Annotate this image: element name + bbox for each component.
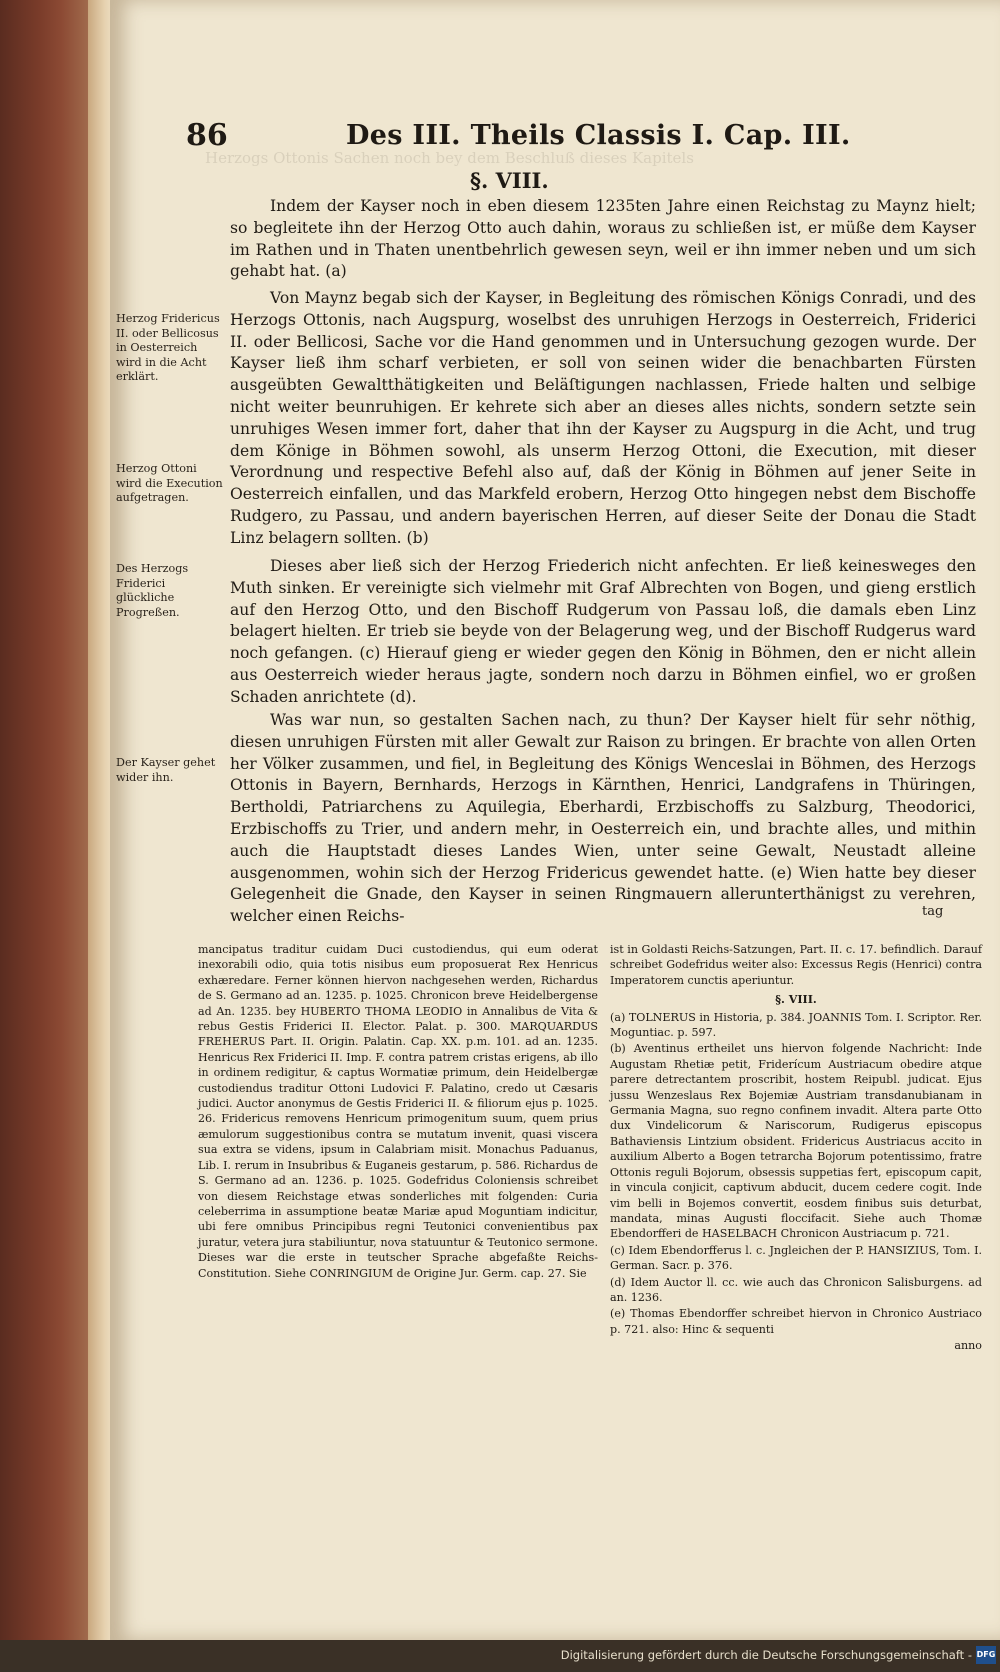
footnote-b: (b) Aventinus ertheilet uns hiervon folgende Nachricht: Inde Augustam Rhetiæ petit, Friderícum Austriacum obedire atque parere detrectantem proscribit, hostem Reipubl. judicat. Ejus jussu Wenzeslaus Rex Bojemiæ Austriam transdanubianam in Germania Magna, suo regno confinem invadit. Altera parte Otto dux Vindelicorum & Nariscorum, Rudigerus episcopus Bathaviensis Lintzium obsident. Fridericus Austriacus accito in auxilium Alberto a Bogen tetrarcha Bojorum potentissimo, fratre Ottonis reguli Bojorum, obsessis suppetias fert, episcopum capit, in vincula conjicit, captivum abducit, ducem cedere cogit. Inde vim belli in Bojemos convertit, eosdem finibus suis deturbat, mandata, minas Augusti floccifacit. Siehe auch Thomæ Ebendorfferi de HASELBACH Chronicon Austriacum p. 721. (610, 1042, 982, 1241)
paragraph-2 (230, 288, 976, 550)
paragraph-1 (230, 196, 976, 283)
running-head: Des III. Theils Classis I. Cap. III. (346, 120, 851, 151)
paragraph-1-text: Indem der Kayser noch in eben diesem 1235ten Jahre einen Reichstag zu Maynz hielt; so begleitete ihn der Herzog Otto auch dahin, woraus zu schließen ist, er müße dem Kayser im Rathen und in Thaten unentbehrlich gewesen seyn, weil er ihn immer neben und um sich gehabt hat. (a) (230, 197, 976, 281)
margin-note: Des Herzogs Friderici glückliche Progreßen. (116, 562, 189, 619)
footnote-text: mancipatus traditur cuidam Duci custodiendus, qui eum oderat inexorabili odio, quia totis nisibus eum proposuerat Rex Henricus exhæredare. Ferner können hiervon nachgesehen werden, Richardus de S. Germano ad an. 1235. p. 1025. Chronicon breve Heidelbergense ad An. 1235. bey HUBERTO THOMA LEODIO in Annalibus de Vita & rebus Gestis Friderici II. Elector. Palat. p. 300. MARQUARDUS FREHERUS Part. II. Origin. Palatin. Cap. XX. p.m. 101. ad an. 1235. Henricus Rex Friderici II. Imp. F. contra patrem cristas erigens, ab illo in ordinem redigitur, & captus Wormatiæ primum, dein Heidelbergæ custodiendus traditur Ottoni Ludovici F. Palatino, credo ut Cæsaris judici. Auctor anonymus de Gestis Friderici II. & filiorum ejus p. 1025. 26. Fridericus removens Henricum primogenitum suum, quem prius æmulorum suggestionibus contra se mutatum invenit, quasi viscera sua extra se videns, ipsum in Calabriam misit. Monachus Paduanus, Lib. I. rerum in Insubribus & Euganeis gestarum, p. 586. Richardus de S. Germano ad an. 1236. p. 1025. Godefridus Coloniensis schreibet von diesem Reichstage etwas sonderliches mit folgenden: Curia celeberrima in assumptione beatæ Mariæ apud Moguntiam indicitur, ubi fere omnibus Principibus regni Teutonici convenientibus pax juratur, vetera jura stabiliuntur, nova statuuntur & Teutonico sermone. Dieses war die erste in teutscher Sprache abgefaßte Reichs-Constitution. Siehe CONRINGIUM de Origine Jur. Germ. cap. 27. Sie (198, 943, 598, 1280)
margin-note: Herzog Fridericus II. oder Bellicosus in Oesterreich wird in die Acht erklärt. (116, 312, 220, 384)
footnote-c: (c) Idem Ebendorfferus l. c. Jngleichen der P. HANSIZIUS, Tom. I. German. Sacr. p. 376. (610, 1243, 982, 1273)
footnote-d: (d) Idem Auctor ll. cc. wie auch das Chronicon Salisburgens. ad an. 1236. (610, 1275, 982, 1304)
paragraph-4-text: Was war nun, so gestalten Sachen nach, zu thun? Der Kayser hielt für sehr nöthig, diesen unruhigen Fürsten mit aller Gewalt zur Raison zu bringen. Er brachte von allen Orten her Völker zusammen, und fiel, in Begleitung des Königs Wenceslai in Böhmen, des Herzogs Ottonis in Bayern, Bernhards, Herzogs in Kärnthen, Henrici, Landgrafens in Thüringen, Bertholdi, Patriarchens zu Aquilegia, Eberhardi, Erzbischoffs zu Salzburg, Theodorici, Erzbischoffs zu Trier, und andern mehr, in Oesterreich ein, und brachte alles, und mithin auch die Hauptstadt dieses Landes Wien, unter seine Gewalt, Neustadt alleine ausgenommen, wohin sich der Herzog Fridericus gewendet hatte. (e) Wien hatte bey dieser Gelegenheit die Gnade, den Kayser in seinen Ringmauern allerunterthänigst zu verehren, welcher einen Reichs- (230, 711, 976, 926)
paragraph-4 (230, 710, 976, 928)
margin-note: Der Kayser gehet wider ihn. (116, 756, 216, 784)
paragraph-2-text: Von Maynz begab sich der Kayser, in Begleitung des römischen Königs Conradi, und des Herzogs Ottonis, nach Augspurg, woselbst des unruhigen Herzogs in Oesterreich, Friderici II. oder Bellicosi, Sache vor die Hand genommen und in Untersuchung gezogen wurde. Der Kayser ließ ihm scharf verbieten, er soll von seinen wider die benachbarten Fürsten ausgeübten Gewaltthätigkeiten und Beläſtigungen nachlassen, Friede halten und selbige nicht weiter beunruhigen. Er kehrete sich aber an dieses alles nichts, sondern setzte sein unruhiges Wesen immer fort, daher that ihn der Kayser zu Augspurg in die Acht, und trug dem Könige in Böhmen sowohl, als unserm Herzog Ottoni, die Execution, mit dieser Verordnung und respective Befehl also auf, daß der König in Böhmen auf jener Seite in Oesterreich einfallen, und das Markfeld erobern, Herzog Otto hingegen nebst dem Bischoffe Rudgero, zu Passau, und andern bayerischen Herren, auf dieser Seite der Donau die Stadt Linz belagern sollten. (b) (230, 289, 976, 547)
footnote-text: ist in Goldasti Reichs-Satzungen, Part. II. c. 17. befindlich. Darauf schreibet Godefridus weiter also: Excessus Regis (Henrici) contra Imperatorem cunctis aperiuntur. (610, 943, 982, 987)
footnote-column-left (198, 942, 598, 1282)
footnote-section-title: §. VIII. (775, 993, 817, 1007)
catchword: tag (922, 904, 944, 919)
paragraph-3-text: Dieses aber ließ sich der Herzog Friederich nicht anfechten. Er ließ keinesweges den Muth sinken. Er vereinigte sich vielmehr mit Graf Albrechten von Bogen, und gieng erstlich auf den Herzog Otto, und den Bischoff Rudgerum von Passau loß, die damals eben Linz belagert hielten. Er trieb sie beyde von der Belagerung weg, und der Bischoff Rudgerus ward noch gefangen. (c) Hierauf gieng er wieder gegen den König in Böhmen, den er nicht allein aus Oesterreich wieder heraus jagte, sondern noch darzu in Böhmen einfiel, wo er großen Schaden anrichtete (d). (230, 557, 976, 706)
book-binding (0, 0, 88, 1672)
footer-credit: Digitalisierung gefördert durch die Deutsche Forschungsgemeinschaft - (560, 1648, 972, 1662)
footnote-catchword: anno (954, 1339, 982, 1353)
footer-bar (0, 1640, 1000, 1672)
page-number: 86 (186, 118, 228, 153)
footnote-a: (a) TOLNERUS in Historia, p. 384. JOANNIS Tom. I. Scriptor. Rer. Moguntiac. p. 597. (610, 1010, 982, 1040)
paragraph-3 (230, 556, 976, 709)
book-page (110, 0, 1000, 1640)
footnote-e: (e) Thomas Ebendorffer schreibet hiervon in Chronico Austriaco p. 721. also: Hinc & sequenti (610, 1307, 982, 1336)
section-title: §. VIII. (470, 168, 549, 193)
footnote-column-right (610, 942, 982, 1355)
margin-note: Herzog Ottoni wird die Execution aufgetragen. (116, 462, 223, 505)
dfg-logo-icon: DFG (976, 1646, 996, 1664)
bleed-through-text: Herzogs Ottonis Sachen noch bey dem Beschluß dieses Kapitels (205, 149, 694, 167)
page-header (186, 118, 866, 158)
